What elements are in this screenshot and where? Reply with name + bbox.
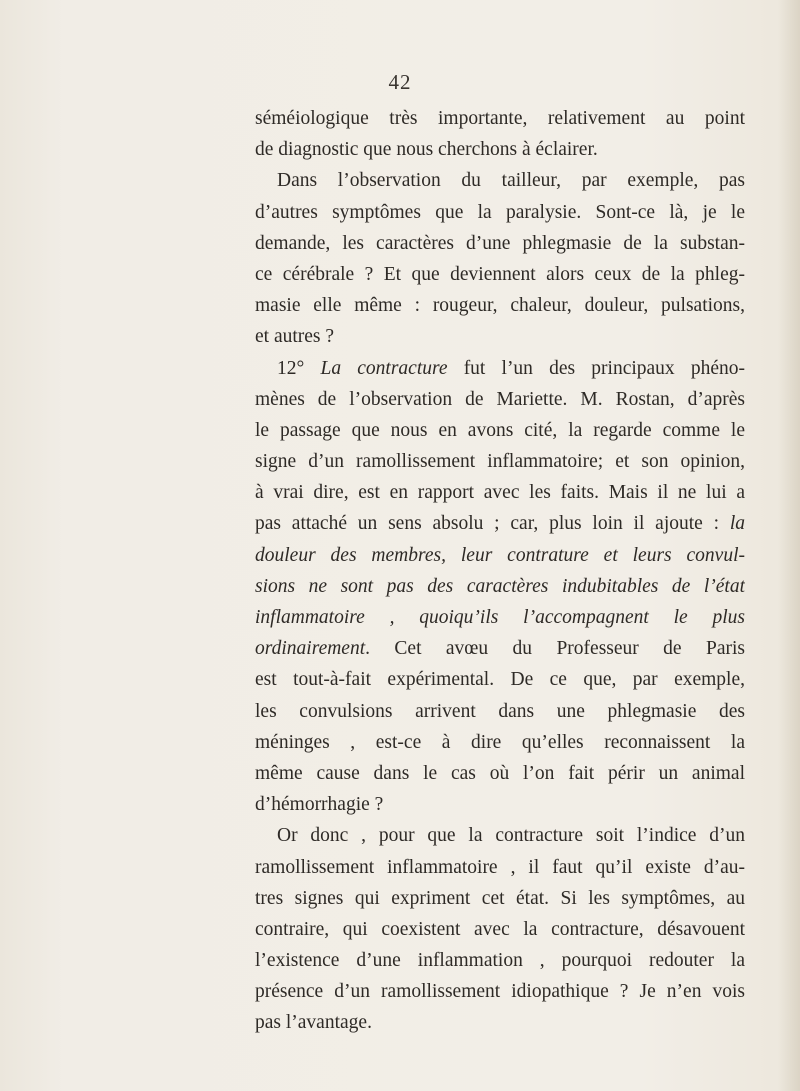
text-line — [255, 477, 745, 508]
text-line — [255, 384, 745, 415]
text-line — [255, 976, 745, 1007]
text-line — [255, 914, 745, 945]
text-line — [255, 259, 745, 290]
text-line — [255, 134, 745, 165]
italic-text: inflammatoire , quoiqu’ils l’accompagnent le plus — [255, 607, 745, 628]
line-text: à vrai dire, est en rapport avec les faits. Mais il ne lui a — [255, 482, 745, 504]
line-text: le passage que nous en avons cité, la regarde comme le — [255, 419, 745, 441]
line-text: 12° — [277, 357, 321, 379]
text-line — [255, 571, 745, 602]
line-text: d’autres symptômes que la paralysie. Sont-ce là, je le — [255, 201, 745, 223]
line-text: est tout-à-fait expérimental. De ce que, par exemple, — [255, 669, 745, 691]
line-text: même cause dans le cas où l’on fait périr un animal — [255, 762, 745, 784]
line-text: ce cérébrale ? Et que deviennent alors ceux de la phleg- — [255, 263, 745, 285]
text-line — [255, 602, 745, 633]
text-line — [255, 664, 745, 695]
line-text: demande, les caractères d’une phlegmasie de la substan- — [255, 232, 745, 254]
text-line — [255, 633, 745, 664]
text-line — [255, 758, 745, 789]
text-line — [255, 290, 745, 321]
line-text: présence d’un ramollissement idiopathique ? Je n’en vois — [255, 981, 745, 1003]
text-line — [255, 1007, 745, 1038]
line-text: contraire, qui coexistent avec la contracture, désavouent — [255, 918, 745, 940]
line-text: Or donc , pour que la contracture soit l’indice d’un — [277, 825, 745, 847]
line-text: fut l’un des principaux phéno- — [447, 357, 745, 379]
line-text: séméiologique très importante, relativement au point — [255, 108, 745, 129]
text-line — [255, 353, 745, 384]
italic-text: douleur des membres, leur contrature et leurs convul- — [255, 544, 745, 566]
line-text: Dans l’observation du tailleur, par exemple, pas — [277, 170, 745, 192]
text-line — [255, 103, 745, 134]
text-line — [255, 727, 745, 758]
line-text: masie elle même : rougeur, chaleur, douleur, pulsations, — [255, 295, 745, 317]
text-line — [255, 508, 745, 539]
page-edge-shadow — [778, 0, 800, 1091]
text-line — [255, 789, 745, 820]
line-text: pas l’avantage. — [255, 1012, 372, 1034]
line-text: mènes de l’observation de Mariette. M. Rostan, d’après — [255, 388, 745, 410]
line-text: pas attaché un sens absolu ; car, plus loin il ajoute : — [255, 513, 730, 535]
line-text: l’existence d’une inflammation , pourquoi redouter la — [255, 950, 745, 972]
text-line — [255, 415, 745, 446]
text-line — [255, 852, 745, 883]
text-line — [255, 321, 745, 352]
text-line — [255, 883, 745, 914]
text-line — [255, 197, 745, 228]
line-text: et autres ? — [255, 326, 335, 348]
text-line — [255, 945, 745, 976]
body-text — [255, 103, 745, 1039]
line-text: méninges , est-ce à dire qu’elles reconnaissent la — [255, 731, 745, 753]
italic-text: La contracture — [320, 357, 448, 379]
text-line — [255, 165, 745, 196]
italic-text: la — [729, 513, 745, 535]
line-text: de diagnostic que nous cherchons à éclairer. — [255, 139, 598, 161]
line-text: les convulsions arrivent dans une phlegmasie des — [255, 700, 745, 722]
text-line — [255, 696, 745, 727]
line-text: . Cet avœu du Professeur de Paris — [365, 638, 745, 660]
line-text: signe d’un ramollissement inflammatoire; et son opinion, — [255, 451, 745, 473]
text-line — [255, 228, 745, 259]
line-text: d’hémorrhagie ? — [255, 794, 384, 816]
text-line — [255, 446, 745, 477]
line-text: ramollissement inflammatoire , il faut qu’il existe d’au- — [255, 856, 745, 878]
text-line — [255, 820, 745, 851]
italic-text: sions ne sont pas des caractères indubitables de l’état — [255, 575, 745, 597]
text-line — [255, 540, 745, 571]
line-text: tres signes qui expriment cet état. Si les symptômes, au — [255, 887, 745, 909]
italic-text: ordinairement — [255, 638, 366, 660]
page-number: 42 — [388, 70, 412, 94]
